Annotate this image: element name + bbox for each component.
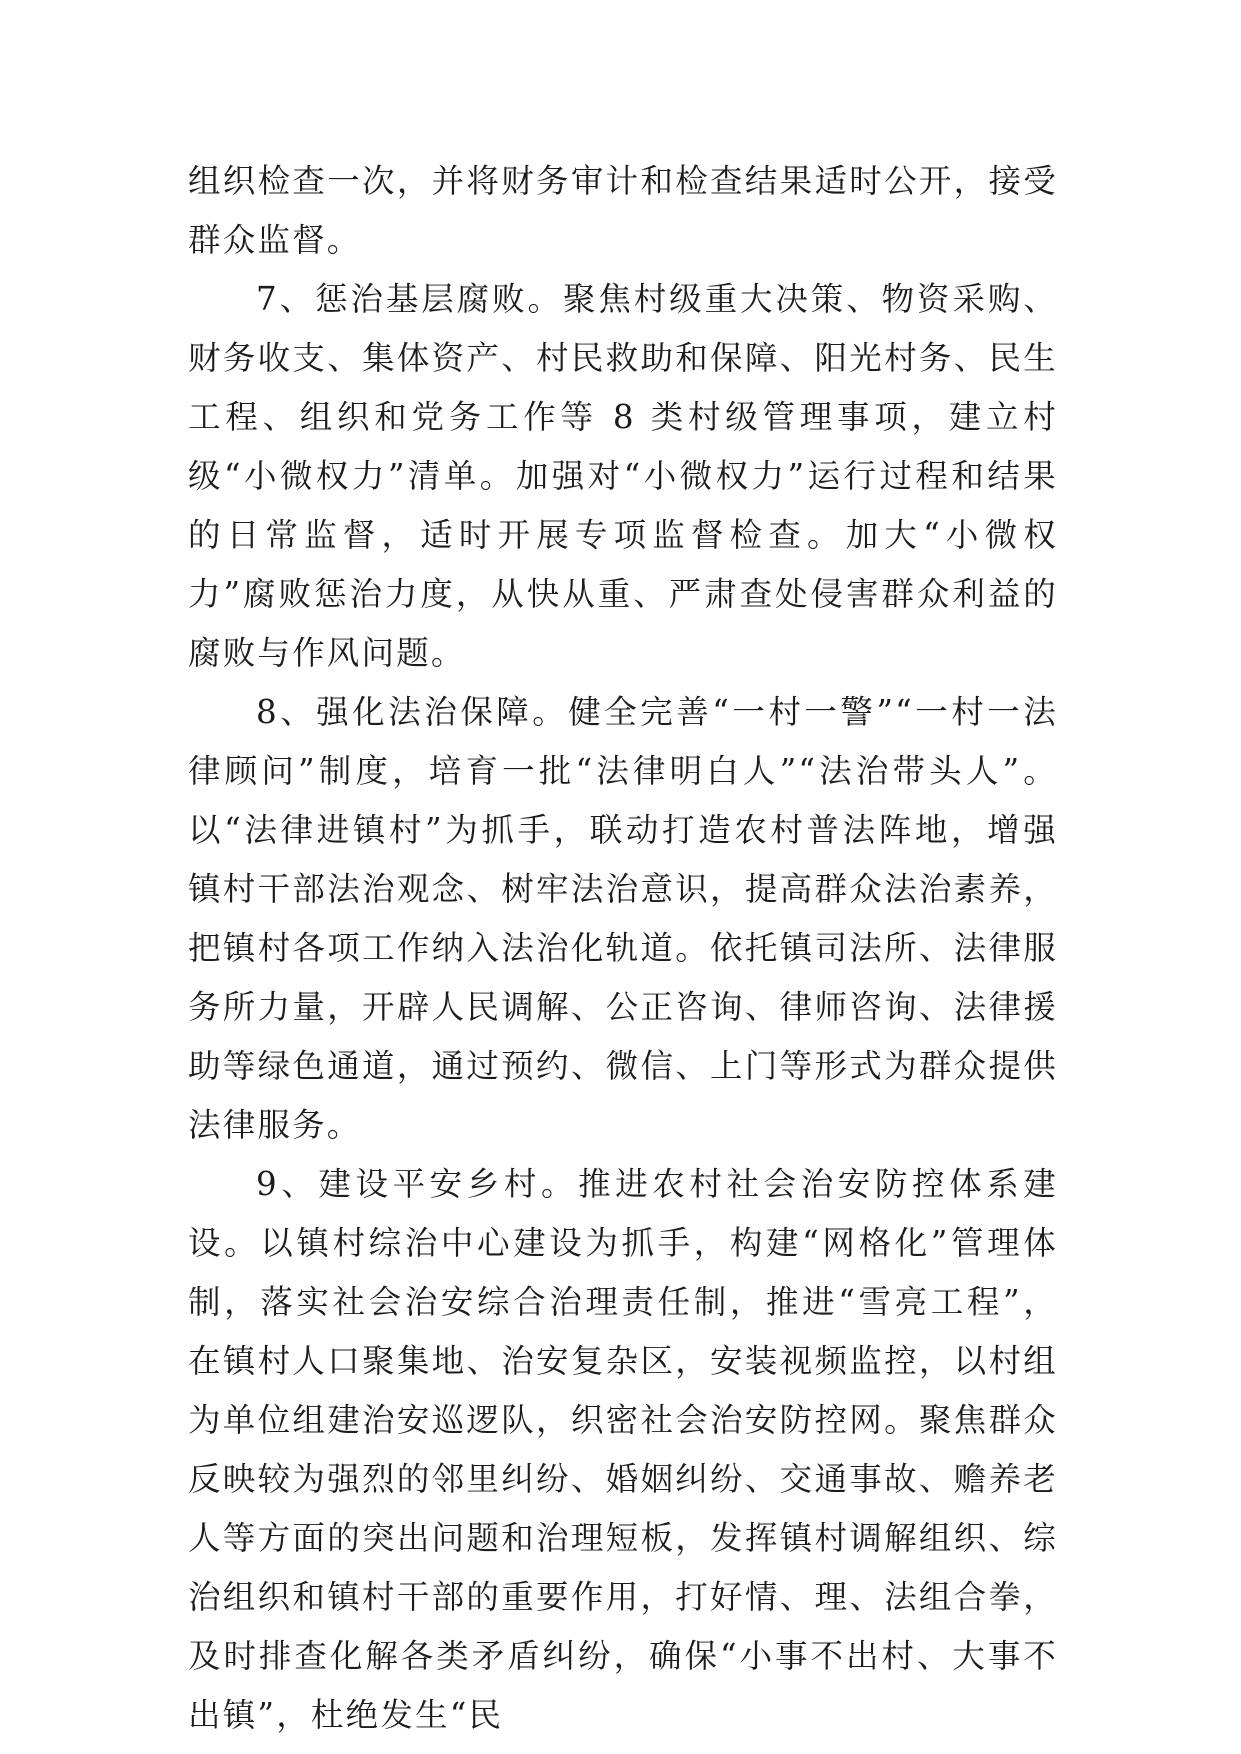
document-body: [188, 152, 1058, 1745]
paragraph-item-8: 8、强化法治保障。健全完善“一村一警”“一村一法律顾问”制度，培育一批“法律明白人”“法治带头人”。以“法律进镇村”为抓手，联动打造农村普法阵地，增强镇村干部法治观念、树牢法治意识，提高群众法治素养，把镇村各项工作纳入法治化轨道。依托镇司法所、法律服务所力量，开辟人民调解、公正咨询、律师咨询、法律援助等绿色通道，通过预约、微信、上门等形式为群众提供法律服务。: [188, 693, 1058, 1144]
paragraph-continuation: 组织检查一次，并将财务审计和检查结果适时公开，接受群众监督。: [188, 162, 1058, 259]
paragraph-item-7: 7、惩治基层腐败。聚焦村级重大决策、物资采购、财务收支、集体资产、村民救助和保障、阳光村务、民生工程、组织和党务工作等 8 类村级管理事项，建立村级“小微权力”清单。加强对“小微权力”运行过程和结果的日常监督，适时开展专项监督检查。加大“小微权力”腐败惩治力度，从快从重、严肃查处侵害群众利益的腐败与作风问题。: [188, 280, 1058, 672]
paragraph-item-9: 9、建设平安乡村。推进农村社会治安防控体系建设。以镇村综治中心建设为抓手，构建“网格化”管理体制，落实社会治安综合治理责任制，推进“雪亮工程”，在镇村人口聚集地、治安复杂区，安装视频监控，以村组为单位组建治安巡逻队，织密社会治安防控网。聚焦群众反映较为强烈的邻里纠纷、婚姻纠纷、交通事故、赡养老人等方面的突出问题和治理短板，发挥镇村调解组织、综治组织和镇村干部的重要作用，打好情、理、法组合拳，及时排查化解各类矛盾纠纷，确保“小事不出村、大事不出镇”，杜绝发生“民: [188, 1165, 1058, 1734]
